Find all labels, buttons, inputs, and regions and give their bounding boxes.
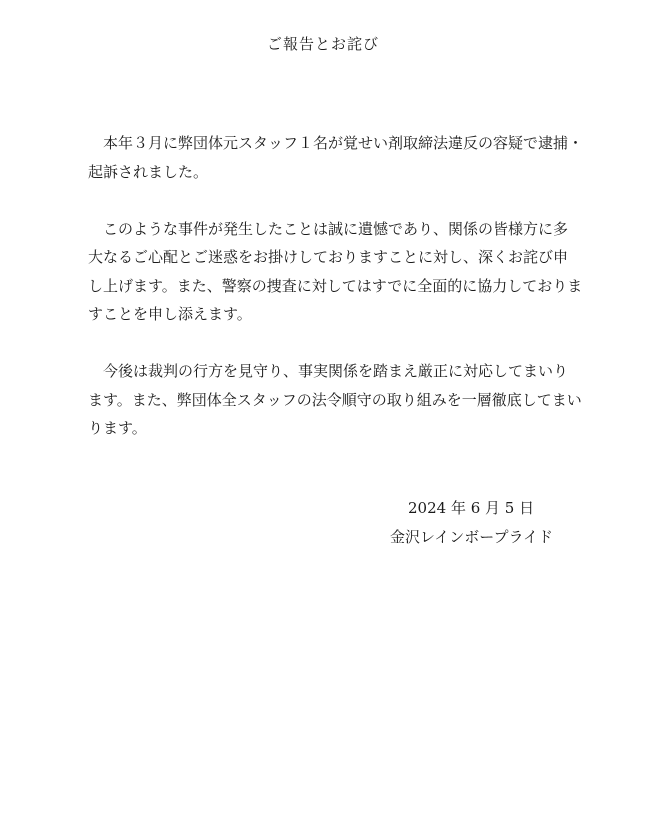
paragraph-line: 起訴されました。 xyxy=(88,162,209,181)
paragraph-arrest-report xyxy=(88,129,584,186)
paragraph-line: 大なるご心配とご迷惑をお掛けしておりますことに対し、深くお詫び申 xyxy=(88,248,569,266)
paragraph-line: ます。また、弊団体全スタッフの法令順守の取り組みを一層徹底してまい xyxy=(88,390,582,409)
document-title: ご報告とお詫び xyxy=(266,35,379,53)
paragraph-line: このような事件が発生したことは誠に遺憾であり、関係の皆様方に多 xyxy=(103,219,569,238)
paragraph-future-measures xyxy=(88,357,582,443)
paragraph-line: すことを申し添えます。 xyxy=(88,305,252,323)
document-body xyxy=(88,129,584,471)
paragraph-line: ります。 xyxy=(88,419,147,437)
document-date: 2024 年 6 月 5 日 xyxy=(408,499,535,517)
paragraph-line: し上げます。また、警察の捜査に対してはすでに全面的に協力しておりま xyxy=(88,276,583,295)
signature-block xyxy=(390,494,590,552)
paragraph-line: 本年３月に弊団体元スタッフ１名が覚せい剤取締法違反の容疑で逮捕・ xyxy=(103,134,584,152)
paragraph-apology xyxy=(88,215,583,329)
organization-name: 金沢レインボープライド xyxy=(390,528,554,546)
paragraph-line: 今後は裁判の行方を見守り、事実関係を踏まえ厳正に対応してまいり xyxy=(103,362,569,380)
